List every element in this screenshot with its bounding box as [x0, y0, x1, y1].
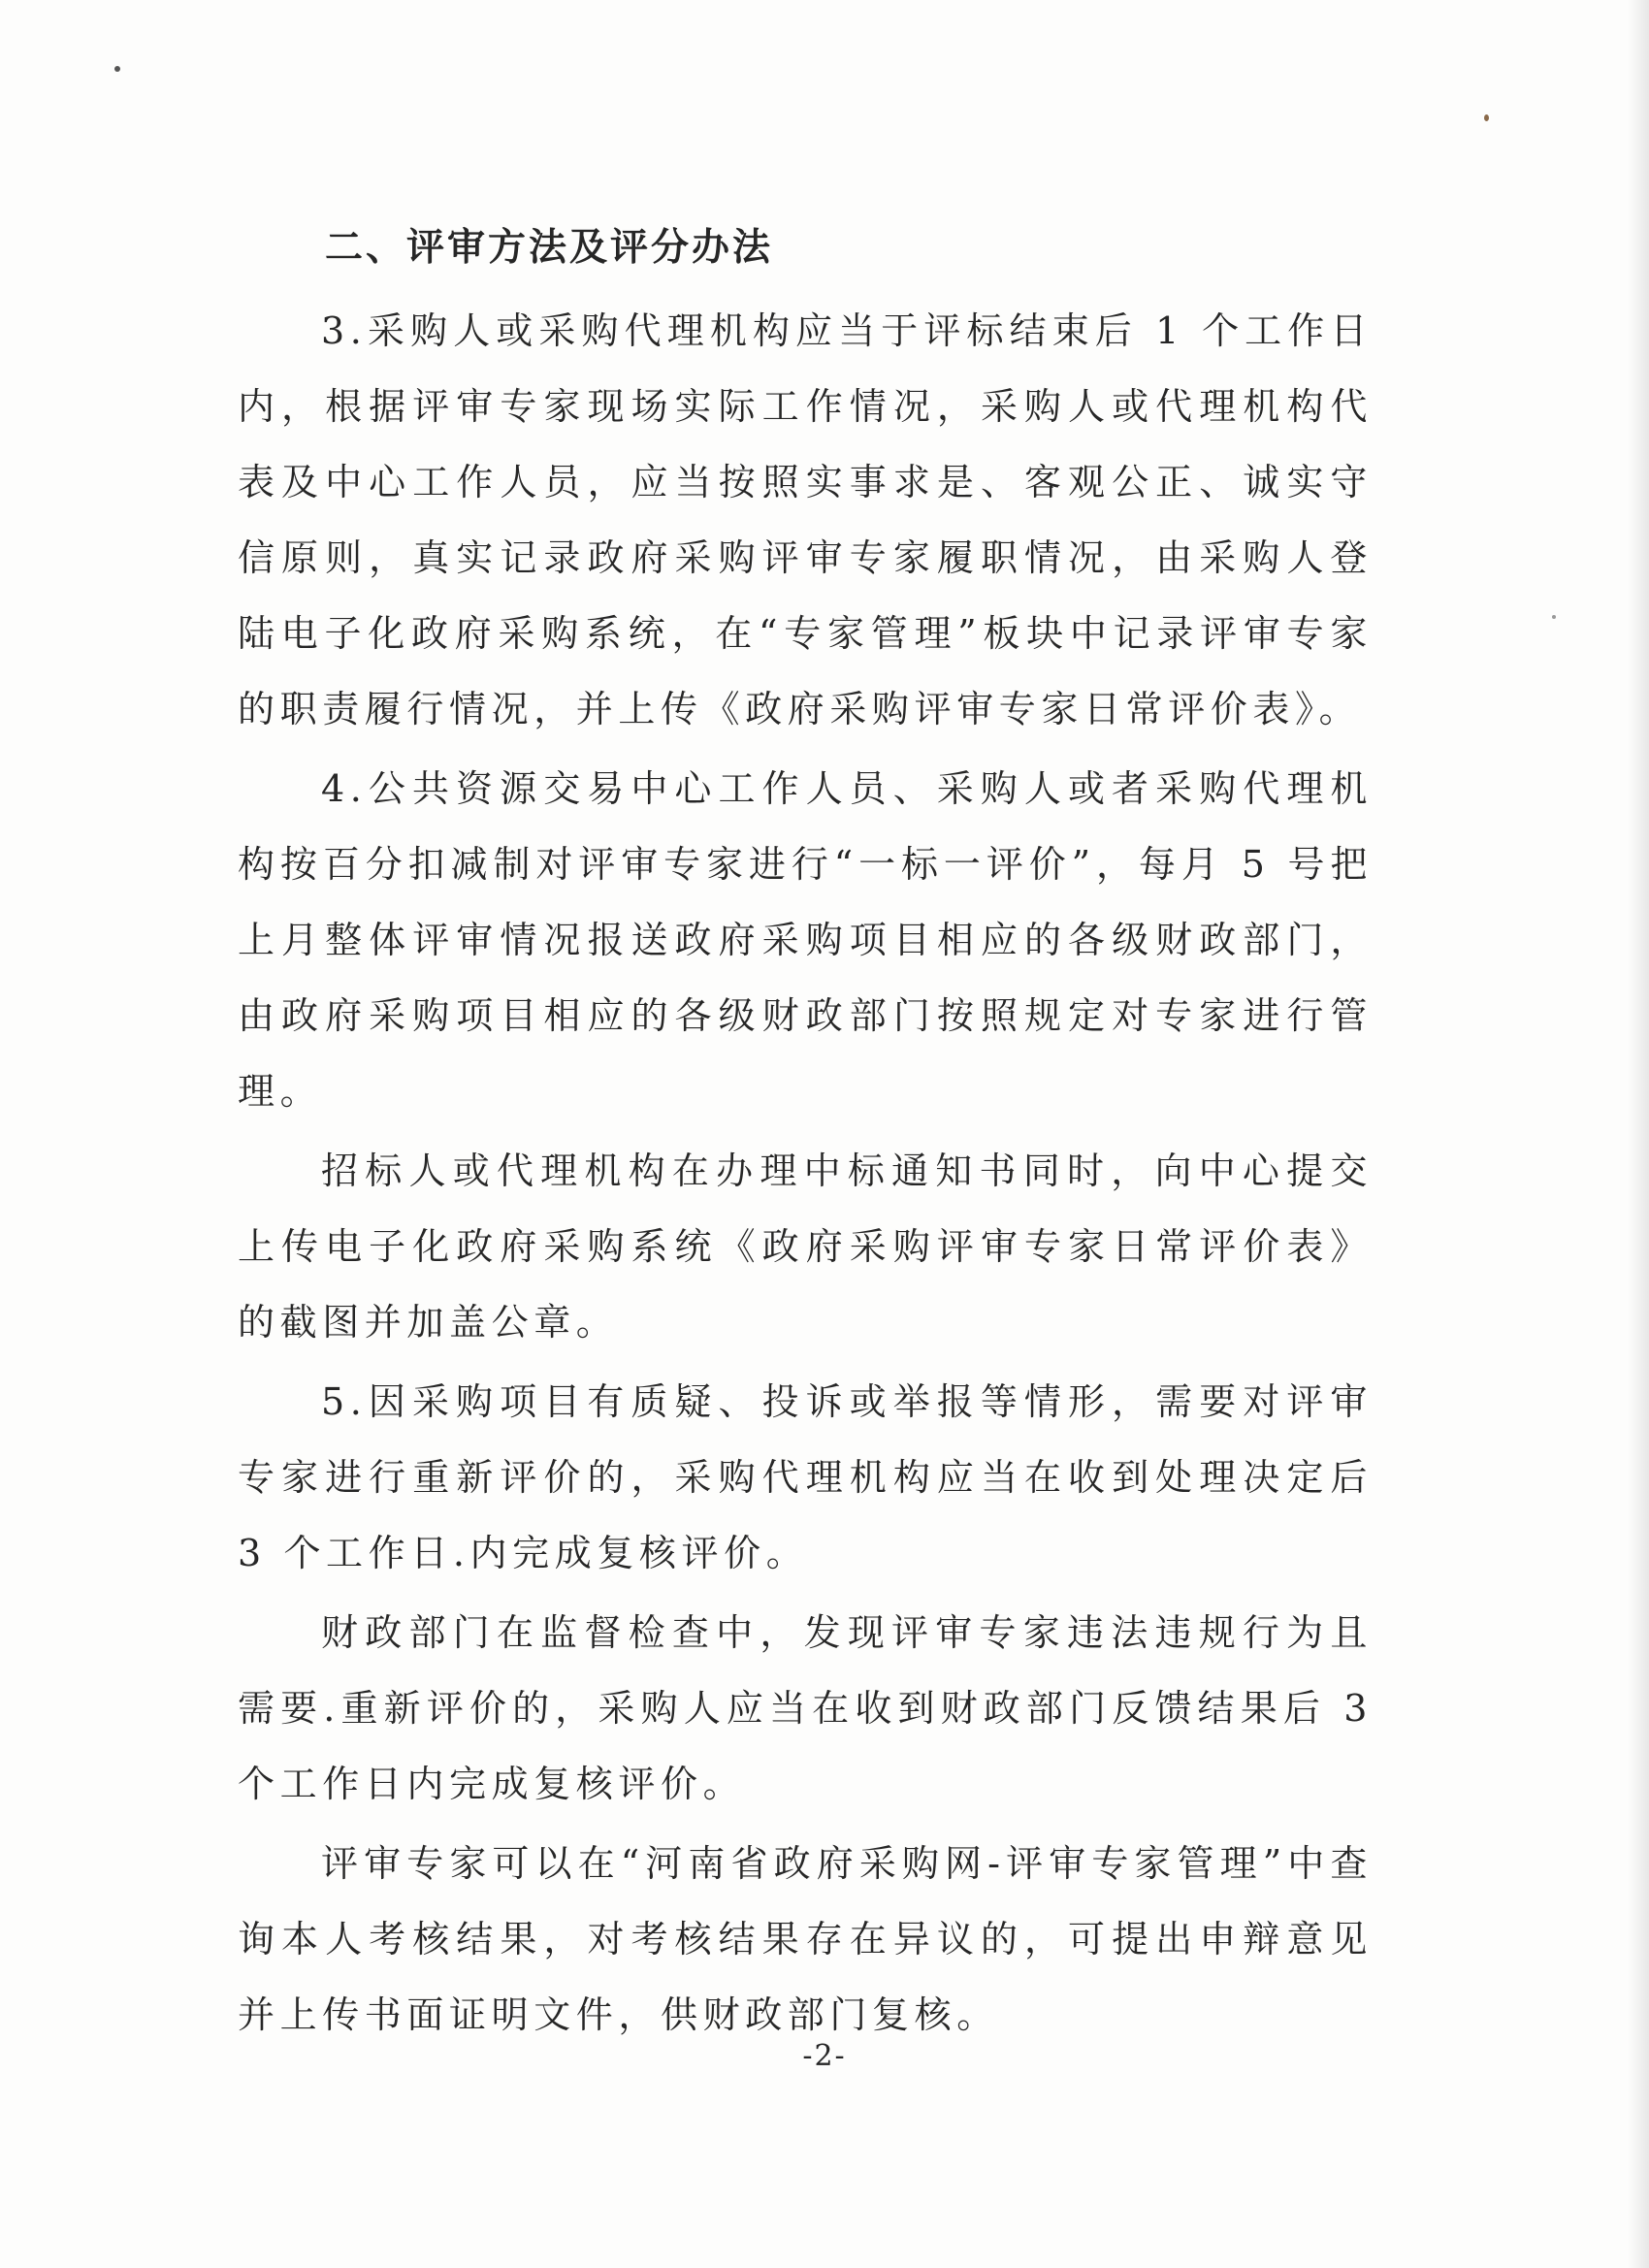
- paragraph-4: 4.公共资源交易中心工作人员、采购人或者采购代理机构按百分扣减制对评审专家进行“一标一评价”，每月 5 号把上月整体评审情况报送政府采购项目相应的各级财政部门，由政府采购项目相应的各级财政部门按照规定对专家进行管理。: [238, 767, 1373, 1113]
- document-body: [238, 215, 1373, 2053]
- scan-speck: [114, 66, 120, 72]
- scan-speck: [1484, 114, 1489, 121]
- section-heading: 二、评审方法及评分办法: [325, 225, 774, 270]
- paragraph-5: 5.因采购项目有质疑、投诉或举报等情形，需要对评审专家进行重新评价的，采购代理机构应当在收到处理决定后 3 个工作日.内完成复核评价。: [238, 1380, 1373, 1574]
- paragraph-finance-review: 财政部门在监督检查中，发现评审专家违法违规行为且需要.重新评价的，采购人应当在收到财政部门反馈结果后 3 个工作日内完成复核评价。: [238, 1611, 1373, 1805]
- scan-speck: [1552, 615, 1556, 619]
- paragraph-3: 3.采购人或采购代理机构应当于评标结束后 1 个工作日内，根据评审专家现场实际工作情况，采购人或代理机构代表及中心工作人员，应当按照实事求是、客观公正、诚实守信原则，真实记录政府采购评审专家履职情况，由采购人登陆电子化政府采购系统，在“专家管理”板块中记录评审专家的职责履行情况，并上传《政府采购评审专家日常评价表》。: [238, 309, 1373, 730]
- scan-edge-shadow: [1628, 0, 1649, 2268]
- paragraph-expert-query: 评审专家可以在“河南省政府采购网-评审专家管理”中查询本人考核结果，对考核结果存在异议的，可提出申辩意见并上传书面证明文件，供财政部门复核。: [238, 1842, 1373, 2036]
- page-number: -2-: [802, 2039, 847, 2073]
- paragraph-submission: 招标人或代理机构在办理中标通知书同时，向中心提交上传电子化政府采购系统《政府采购评审专家日常评价表》的截图并加盖公章。: [238, 1150, 1373, 1344]
